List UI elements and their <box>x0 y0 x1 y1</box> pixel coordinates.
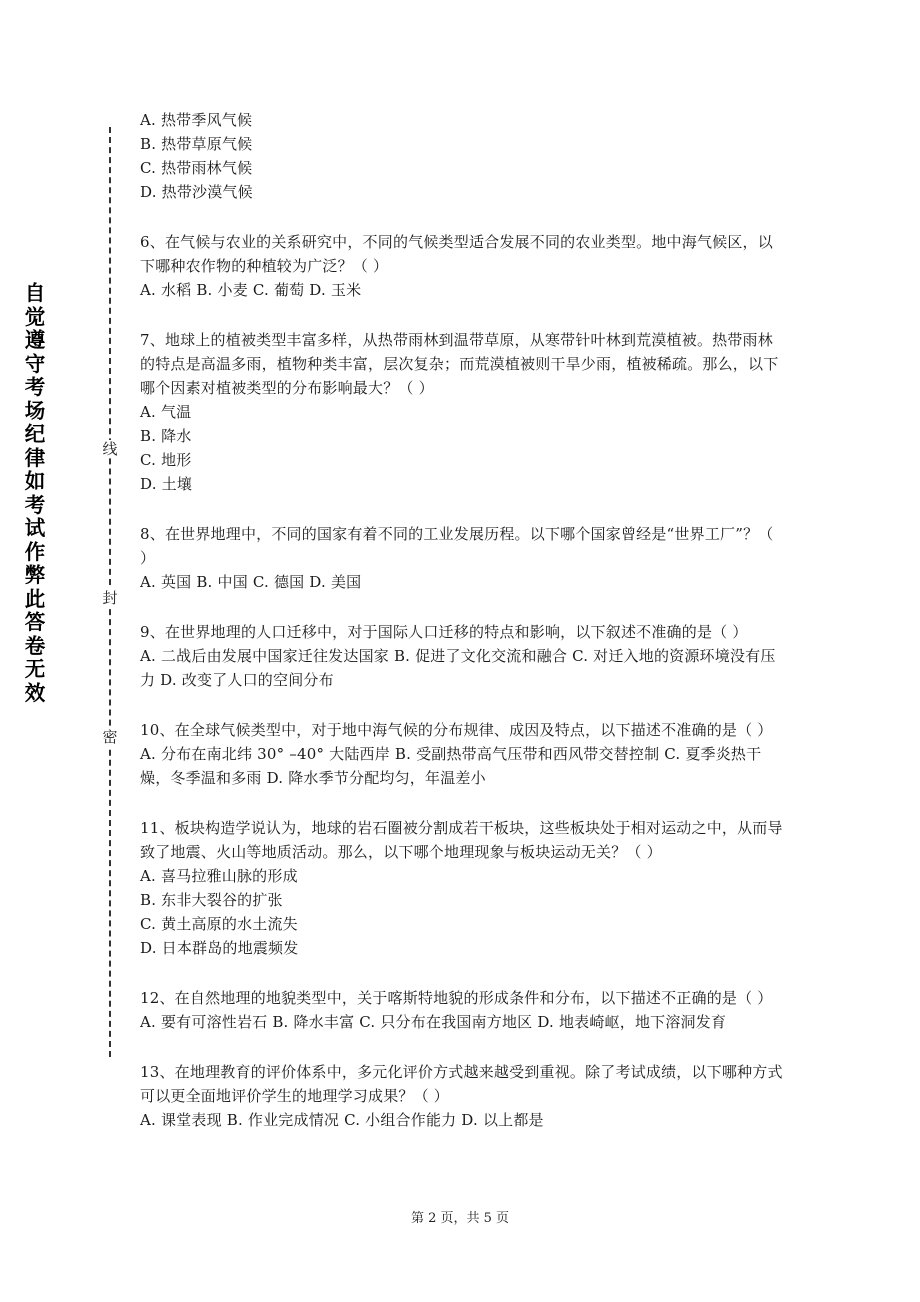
q9-stem: 9、在世界地理的人口迁移中，对于国际人口迁移的特点和影响，以下叙述不准确的是（ ） <box>140 623 748 641</box>
side-notice-char: 觉 <box>24 304 46 329</box>
side-notice-char: 试 <box>24 516 46 540</box>
q12-stem: 12、在自然地理的地貌类型中，关于喀斯特地貌的形成条件和分布，以下描述不正确的是（ ） <box>140 989 773 1007</box>
binding-mark-feng: 封 <box>102 589 118 607</box>
q7-option-d: D. 土壤 <box>140 475 193 493</box>
q7-stem: 7、地球上的植被类型丰富多样，从热带雨林到温带草原，从寒带针叶林到荒漠植被。热带雨林的特点是高温多雨，植物种类丰富，层次复杂；而荒漠植被则干旱少雨，植被稀疏。那么，以下哪个因素对植被类型的分布影响最大？（ ） <box>140 331 779 397</box>
q12-options: A. 要有可溶性岩石 B. 降水丰富 C. 只分布在我国南方地区 D. 地表崎岖，地下溶洞发育 <box>140 1013 727 1031</box>
q13-options: A. 课堂表现 B. 作业完成情况 C. 小组合作能力 D. 以上都是 <box>140 1111 544 1129</box>
side-notice-char: 场 <box>24 398 46 423</box>
q11-option-a: A. 喜马拉雅山脉的形成 <box>140 867 298 885</box>
side-notice-char: 卷 <box>24 633 46 658</box>
binding-mark-xian: 线 <box>102 440 118 458</box>
question-6 <box>140 230 785 302</box>
q11-option-d: D. 日本群岛的地震频发 <box>140 939 299 957</box>
q13-stem: 13、在地理教育的评价体系中，多元化评价方式越来越受到重视。除了考试成绩，以下哪种方式可以更全面地评价学生的地理学习成果？（ ） <box>140 1063 783 1105</box>
side-notice-char: 弊 <box>24 563 46 587</box>
side-notice-char: 效 <box>24 680 46 705</box>
question-13 <box>140 1060 785 1132</box>
side-notice <box>22 282 48 705</box>
side-notice-char: 如 <box>24 469 46 493</box>
side-notice-char: 律 <box>24 445 46 470</box>
q5-option-a: A. 热带季风气候 <box>140 111 253 129</box>
question-11 <box>140 816 785 960</box>
q6-stem: 6、在气候与农业的关系研究中，不同的气候类型适合发展不同的农业类型。地中海气候区，以下哪种农作物的种植较为广泛？（ ） <box>140 233 773 275</box>
question-content <box>140 108 785 1158</box>
q8-options: A. 英国 B. 中国 C. 德国 D. 美国 <box>140 573 362 591</box>
q7-option-a: A. 气温 <box>140 403 192 421</box>
side-notice-char: 考 <box>24 375 46 399</box>
q11-option-c: C. 黄土高原的水土流失 <box>140 915 298 933</box>
side-notice-char: 纪 <box>24 422 46 446</box>
q5-option-d: D. 热带沙漠气候 <box>140 183 253 201</box>
q6-options: A. 水稻 B. 小麦 C. 葡萄 D. 玉米 <box>140 281 362 299</box>
question-9 <box>140 620 785 692</box>
q8-stem: 8、在世界地理中，不同的国家有着不同的工业发展历程。以下哪个国家曾经是“世界工厂”？（ ） <box>140 525 774 567</box>
q10-options: A. 分布在南北纬 30° –40° 大陆西岸 B. 受副热带高气压带和西风带交替控制 C. 夏季炎热干燥，冬季温和多雨 D. 降水季节分配均匀，年温差小 <box>140 745 762 787</box>
question-10 <box>140 718 785 790</box>
side-notice-char: 此 <box>24 586 46 611</box>
side-notice-char: 无 <box>24 657 46 681</box>
question-5-options <box>140 108 785 204</box>
q9-options: A. 二战后由发展中国家迁往发达国家 B. 促进了文化交流和融合 C. 对迁入地的资源环境没有压力 D. 改变了人口的空间分布 <box>140 647 776 689</box>
page-footer: 第 2 页，共 5 页 <box>410 1211 510 1226</box>
question-12 <box>140 986 785 1034</box>
side-notice-char: 答 <box>24 610 46 634</box>
q10-stem: 10、在全球气候类型中，对于地中海气候的分布规律、成因及特点，以下描述不准确的是（ ） <box>140 721 773 739</box>
q11-option-b: B. 东非大裂谷的扩张 <box>140 891 283 909</box>
question-8 <box>140 522 785 594</box>
binding-mark-mi: 密 <box>102 728 118 746</box>
q5-option-c: C. 热带雨林气候 <box>140 159 253 177</box>
side-notice-char: 自 <box>24 281 46 305</box>
q7-option-c: C. 地形 <box>140 451 192 469</box>
q5-option-b: B. 热带草原气候 <box>140 135 253 153</box>
side-notice-char: 守 <box>24 351 46 376</box>
q7-option-b: B. 降水 <box>140 427 192 445</box>
q11-stem: 11、板块构造学说认为，地球的岩石圈被分割成若干板块，这些板块处于相对运动之中，从而导致了地震、火山等地质活动。那么，以下哪个地理现象与板块运动无关？（ ） <box>140 819 783 861</box>
side-notice-char: 作 <box>24 539 46 564</box>
side-notice-char: 考 <box>24 492 46 517</box>
question-7 <box>140 328 785 496</box>
side-notice-char: 遵 <box>24 328 46 352</box>
